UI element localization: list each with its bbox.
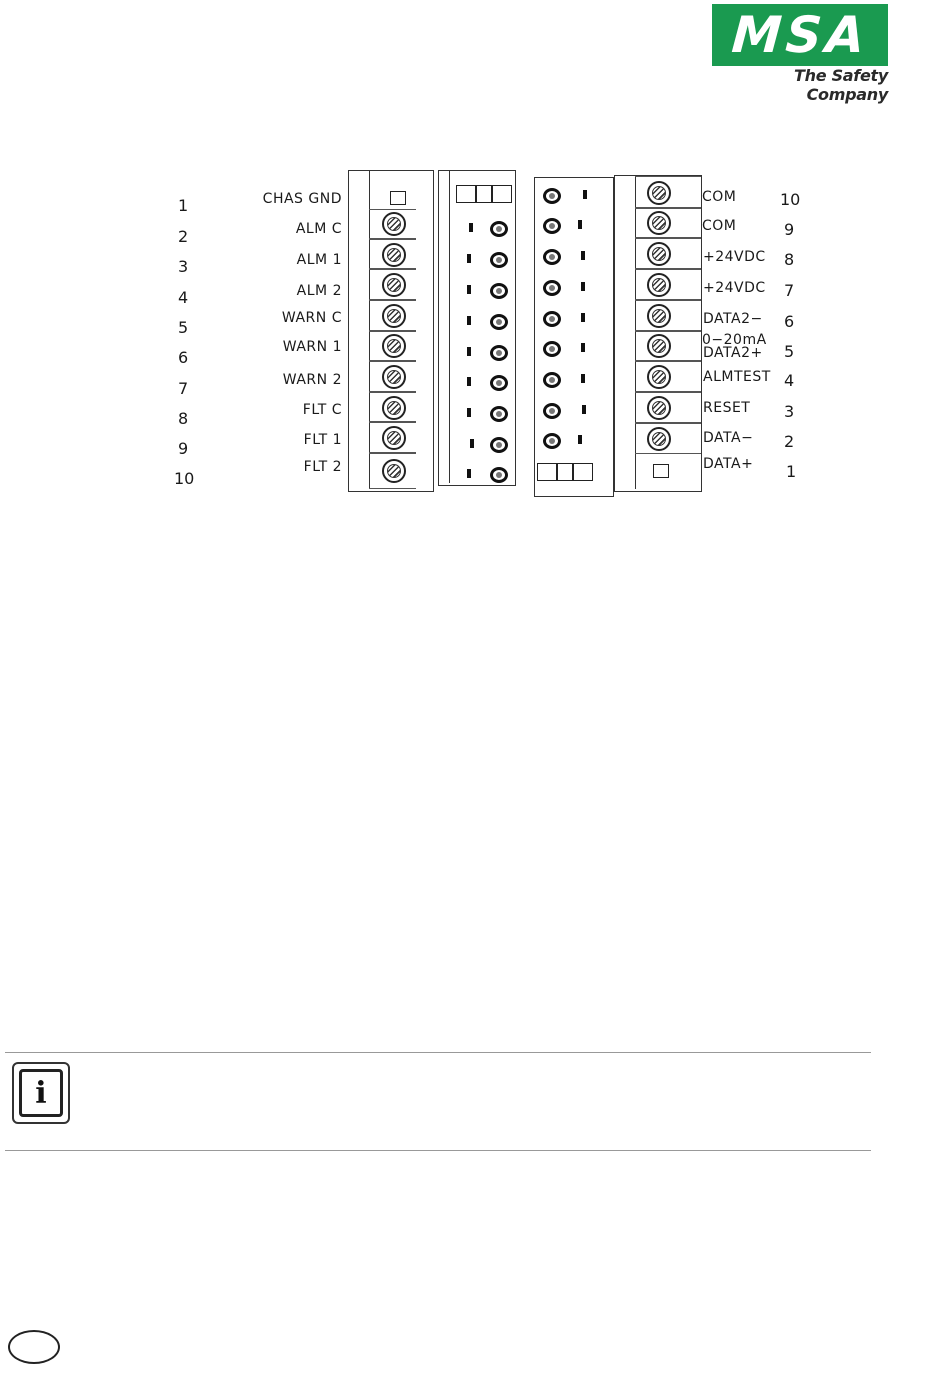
left-number-8: 8 xyxy=(178,409,189,428)
right-screw-terminal-block xyxy=(614,175,702,492)
screw-flt-c xyxy=(382,396,406,420)
right-number-3: 3 xyxy=(784,402,795,421)
screw-alm-c xyxy=(382,212,406,236)
left-screw-terminal-block xyxy=(348,170,434,492)
left-number-1: 1 xyxy=(178,196,189,215)
left-label-flt-2: FLT 2 xyxy=(303,459,342,475)
left-number-6: 6 xyxy=(178,348,189,367)
left-number-2: 2 xyxy=(178,227,189,246)
logo-brand: MSA xyxy=(729,6,871,64)
right-number-5: 5 xyxy=(784,342,795,361)
left-number-4: 4 xyxy=(178,288,189,307)
right-number-4: 4 xyxy=(784,371,795,390)
left-number-7: 7 xyxy=(178,379,189,398)
data-plus-pad xyxy=(653,464,669,478)
chassis-ground-pad xyxy=(390,191,406,205)
left-pin-header xyxy=(438,170,516,486)
right-label-data-minus: DATA− xyxy=(703,430,754,446)
screw-alm-2 xyxy=(382,273,406,297)
right-label-data2-plus: DATA2+ xyxy=(703,345,763,361)
right-label-24vdc-7: +24VDC xyxy=(703,280,766,296)
right-label-24vdc-8: +24VDC xyxy=(703,249,766,265)
right-number-1: 1 xyxy=(786,462,797,481)
right-number-10: 10 xyxy=(780,190,801,209)
right-number-9: 9 xyxy=(784,220,795,239)
left-label-alm-2: ALM 2 xyxy=(296,283,342,299)
terminal-wiring-diagram xyxy=(160,165,810,500)
left-number-5: 5 xyxy=(178,318,189,337)
screw-warn-2 xyxy=(382,365,406,389)
right-number-8: 8 xyxy=(784,250,795,269)
screw-0-20ma-5 xyxy=(647,334,671,358)
screw-warn-c xyxy=(382,304,406,328)
right-label-com-9: COM xyxy=(702,218,737,234)
language-marker-oval xyxy=(8,1330,60,1364)
right-label-data2-minus: DATA2− xyxy=(703,311,763,327)
right-number-6: 6 xyxy=(784,312,795,331)
screw-com-10 xyxy=(647,181,671,205)
screw-24vdc-8 xyxy=(647,242,671,266)
screw-reset-3 xyxy=(647,396,671,420)
left-label-flt-c: FLT C xyxy=(302,402,342,418)
left-label-warn-2: WARN 2 xyxy=(282,372,342,388)
left-label-chas-gnd: CHAS GND xyxy=(262,191,342,207)
screw-com-9 xyxy=(647,211,671,235)
right-label-data-plus: DATA+ xyxy=(703,456,754,472)
screw-flt-2 xyxy=(382,459,406,483)
msa-logo xyxy=(712,4,888,66)
right-label-0-20ma: 0−20mA xyxy=(702,332,767,348)
note-bottom-rule xyxy=(5,1150,871,1151)
left-label-alm-c: ALM C xyxy=(295,221,342,237)
screw-warn-1 xyxy=(382,334,406,358)
screw-flt-1 xyxy=(382,426,406,450)
screw-data2-minus-6 xyxy=(647,304,671,328)
right-number-2: 2 xyxy=(784,432,795,451)
screw-24vdc-7 xyxy=(647,273,671,297)
left-number-3: 3 xyxy=(178,257,189,276)
left-label-flt-1: FLT 1 xyxy=(303,432,342,448)
info-icon: i xyxy=(12,1062,70,1124)
right-label-almtest: ALMTEST xyxy=(703,369,771,385)
left-number-9: 9 xyxy=(178,439,189,458)
screw-alm-1 xyxy=(382,243,406,267)
screw-data-minus-2 xyxy=(647,427,671,451)
left-number-10: 10 xyxy=(174,469,195,488)
left-label-warn-1: WARN 1 xyxy=(282,339,342,355)
right-label-reset: RESET xyxy=(703,400,751,416)
left-label-warn-c: WARN C xyxy=(281,310,342,326)
right-pin-header xyxy=(534,177,614,497)
left-label-alm-1: ALM 1 xyxy=(296,252,342,268)
right-number-7: 7 xyxy=(784,281,795,300)
logo-tagline: The Safety Company xyxy=(794,66,888,104)
screw-almtest-4 xyxy=(647,365,671,389)
note-top-rule xyxy=(5,1052,871,1053)
right-label-com-10: COM xyxy=(702,189,737,205)
